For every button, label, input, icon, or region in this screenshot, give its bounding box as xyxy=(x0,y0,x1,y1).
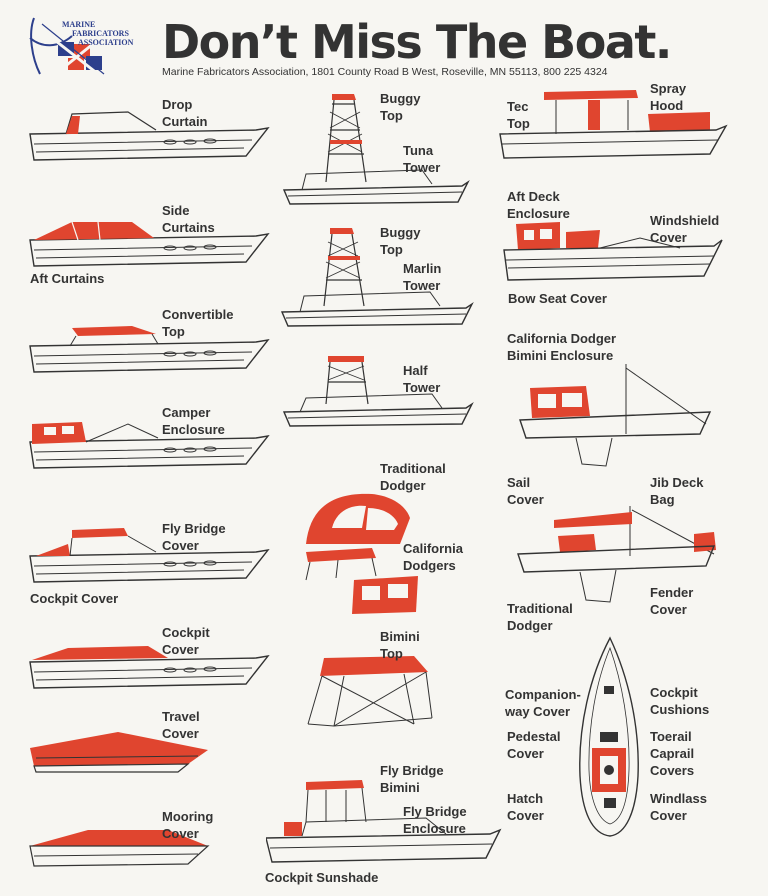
label-line: Bimini xyxy=(380,629,420,644)
label-companionway-cover xyxy=(505,686,581,720)
label-marlin-tower xyxy=(403,260,441,294)
label-line: Cockpit Cover xyxy=(30,591,119,606)
label-line: Cover xyxy=(650,602,687,617)
label-line: Cover xyxy=(507,808,544,823)
label-line: Spray xyxy=(650,81,687,96)
label-line: Traditional xyxy=(507,601,573,616)
label-line: Bag xyxy=(650,492,675,507)
label-line: Bow Seat Cover xyxy=(508,291,607,306)
label-fender-cover xyxy=(650,584,693,618)
label-line: Enclosure xyxy=(403,821,466,836)
label-line: Curtain xyxy=(162,114,208,129)
label-line: Cover xyxy=(162,538,199,553)
cockpit-cover-boat xyxy=(28,640,272,696)
label-line: Tower xyxy=(403,160,441,175)
label-line: Traditional xyxy=(380,461,446,476)
label-traditional-dodger-1 xyxy=(380,460,446,494)
label-line: Top xyxy=(162,324,185,339)
label-line: Pedestal xyxy=(507,729,561,744)
label-line: Bimini Enclosure xyxy=(507,348,614,363)
label-line: Fly Bridge xyxy=(380,763,444,778)
label-line: Enclosure xyxy=(162,422,225,437)
label-line: Toerail xyxy=(650,729,692,744)
label-line: California xyxy=(403,541,463,556)
label-line: Camper xyxy=(162,405,211,420)
label-line: Cushions xyxy=(650,702,710,717)
label-line: Drop xyxy=(162,97,193,112)
label-traditional-dodger-2 xyxy=(507,600,573,634)
mfa-logo xyxy=(28,14,156,86)
camper-enclosure-boat xyxy=(28,414,272,474)
label-line: Hood xyxy=(650,98,684,113)
buggy-top-tuna-tower-boat xyxy=(282,90,472,212)
label-line: California Dodger xyxy=(507,331,617,346)
label-line: Curtains xyxy=(162,220,215,235)
label-line: Fly Bridge xyxy=(162,521,226,536)
label-line: Top xyxy=(380,242,403,257)
label-line: Fender xyxy=(650,585,694,600)
label-line: Dodger xyxy=(380,478,426,493)
label-line: Dodger xyxy=(507,618,553,633)
label-line: Side xyxy=(162,203,190,218)
label-line: Tuna xyxy=(403,143,434,158)
label-line: Aft Curtains xyxy=(30,271,105,286)
bimini-top-illustration xyxy=(304,654,434,732)
label-line: Cover xyxy=(507,492,544,507)
label-toerail-caprail-covers xyxy=(650,728,694,779)
label-cockpit-sunshade xyxy=(265,869,378,886)
label-cockpit-cushions xyxy=(650,684,709,718)
label-line: Cockpit xyxy=(650,685,698,700)
traditional-dodger-illustration xyxy=(302,488,412,552)
label-line: Aft Deck xyxy=(507,189,560,204)
label-line: Companion- xyxy=(505,687,581,702)
label-line: Buggy xyxy=(380,225,421,240)
label-buggy-top-2 xyxy=(380,224,420,258)
label-fly-bridge-bimini xyxy=(380,762,444,796)
label-line: Half xyxy=(403,363,428,378)
label-half-tower xyxy=(403,362,440,396)
label-hatch-cover xyxy=(507,790,544,824)
label-line: Cover xyxy=(650,230,687,245)
label-tuna-tower xyxy=(403,142,440,176)
label-line: Tec xyxy=(507,99,529,114)
drop-curtain-boat xyxy=(28,104,272,168)
logo-line-1: MARINE xyxy=(62,20,96,29)
label-tec-top xyxy=(507,98,530,132)
fly-bridge-cover-boat xyxy=(28,522,272,588)
label-line: Top xyxy=(380,108,403,123)
label-line: Cockpit Sunshade xyxy=(265,870,379,885)
label-line: Bimini xyxy=(380,780,420,795)
logo-text xyxy=(62,20,162,47)
label-line: Cockpit xyxy=(162,625,210,640)
convertible-top-boat xyxy=(28,318,272,378)
label-aft-curtains xyxy=(30,270,104,287)
label-line: Enclosure xyxy=(507,206,570,221)
buggy-top-marlin-tower-boat xyxy=(280,224,476,332)
label-line: Marlin xyxy=(403,261,442,276)
label-windlass-cover xyxy=(650,790,707,824)
tec-top-spray-hood-boat xyxy=(496,90,730,166)
label-bow-seat-cover xyxy=(508,290,607,307)
label-line: way Cover xyxy=(505,704,571,719)
label-drop-curtain xyxy=(162,96,208,130)
logo-line-3: ASSOCIATION xyxy=(78,38,134,47)
label-line: Cover xyxy=(507,746,544,761)
label-line: Cover xyxy=(650,808,687,823)
label-line: Cover xyxy=(162,726,199,741)
label-line: Top xyxy=(380,646,403,661)
label-side-curtains xyxy=(162,202,215,236)
label-convertible-top xyxy=(162,306,234,340)
sailboat-top-view xyxy=(574,636,644,840)
label-cockpit-cover-1 xyxy=(30,590,118,607)
label-line: Top xyxy=(507,116,530,131)
label-line: Buggy xyxy=(380,91,421,106)
label-california-dodgers xyxy=(403,540,463,574)
label-line: Travel xyxy=(162,709,200,724)
label-pedestal-cover xyxy=(507,728,560,762)
california-dodger-bimini-sailboat xyxy=(516,364,716,468)
label-aft-deck-enclosure xyxy=(507,188,570,222)
label-cockpit-cover-2 xyxy=(162,624,210,658)
association-address: Marine Fabricators Association, 1801 County Road B West, Roseville, MN 55113, 800 225 4324 xyxy=(162,66,608,78)
label-line: Windlass xyxy=(650,791,707,806)
label-jib-deck-bag xyxy=(650,474,703,508)
label-fly-bridge-cover xyxy=(162,520,226,554)
label-line: Tower xyxy=(403,278,441,293)
label-buggy-top-1 xyxy=(380,90,420,124)
label-line: Jib Deck xyxy=(650,475,704,490)
label-line: Convertible xyxy=(162,307,234,322)
label-line: Tower xyxy=(403,380,441,395)
label-line: Sail xyxy=(507,475,531,490)
label-windshield-cover xyxy=(650,212,719,246)
logo-line-2: FABRICATORS xyxy=(72,29,129,38)
label-line: Covers xyxy=(650,763,695,778)
label-line: Cover xyxy=(162,642,199,657)
label-spray-hood xyxy=(650,80,686,114)
label-travel-cover xyxy=(162,708,200,742)
label-line: Windshield xyxy=(650,213,720,228)
label-line: Hatch xyxy=(507,791,544,806)
label-camper-enclosure xyxy=(162,404,225,438)
label-california-dodger-bimini xyxy=(507,330,616,364)
label-fly-bridge-enclosure xyxy=(403,803,467,837)
side-curtains-boat xyxy=(28,210,272,274)
label-line: Fly Bridge xyxy=(403,804,467,819)
label-line: Caprail xyxy=(650,746,695,761)
label-line: Cover xyxy=(162,826,199,841)
label-bimini-top xyxy=(380,628,420,662)
page-title: Don’t Miss The Boat. xyxy=(162,15,671,69)
label-mooring-cover xyxy=(162,808,213,842)
label-sail-cover xyxy=(507,474,544,508)
label-line: Dodgers xyxy=(403,558,456,573)
label-line: Mooring xyxy=(162,809,214,824)
half-tower-boat xyxy=(282,354,476,432)
